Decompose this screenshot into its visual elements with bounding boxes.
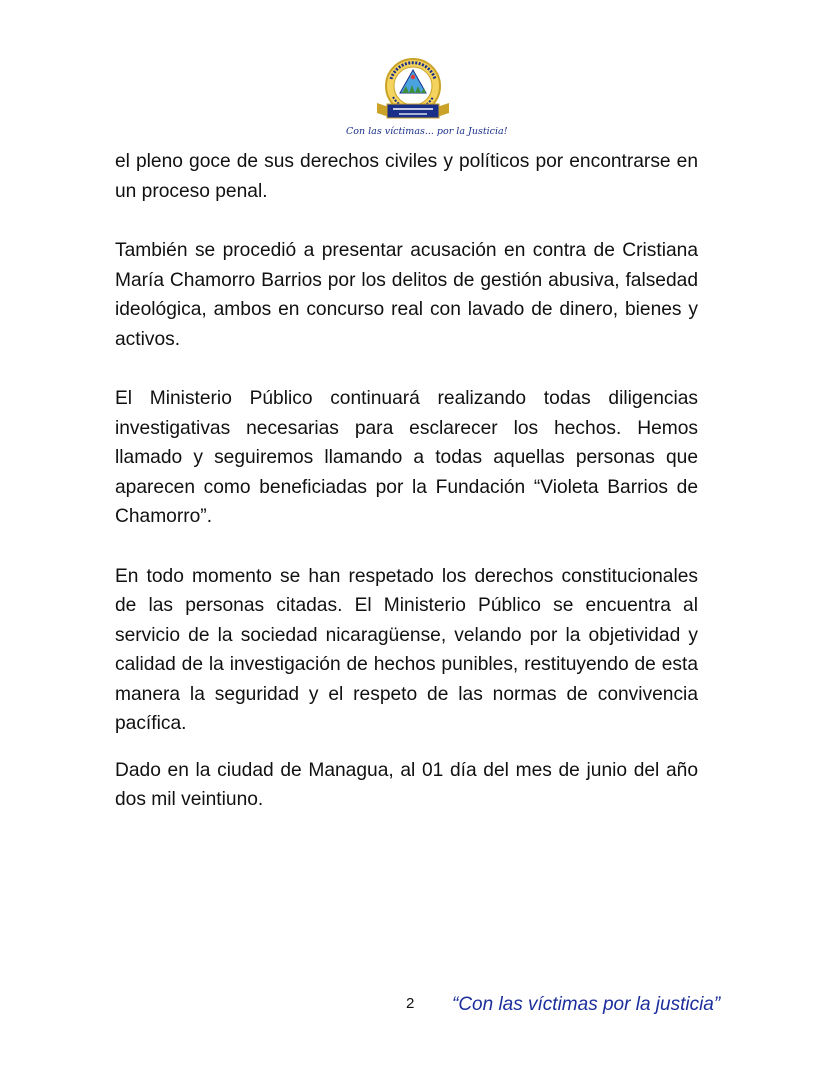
paragraph: Dado en la ciudad de Managua, al 01 día del mes de junio del año dos mil veintiuno. <box>115 759 698 810</box>
page-number: 2 <box>406 995 415 1012</box>
paragraph: el pleno goce de sus derechos civiles y políticos por encontrarse en un proceso penal. <box>115 151 698 202</box>
paragraph: El Ministerio Público continuará realizando todas diligencias investigativas necesarias para esclarecer los hechos. Hemos llamado y seguiremos llamando a todas aquellas personas que aparecen como beneficiadas por la Fundación “Violeta Barrios de Chamorro”. <box>115 388 698 527</box>
paragraph: En todo momento se han respetado los derechos constitucionales de las personas citadas. El Ministerio Público se encuentra al servicio de la sociedad nicaragüense, velando por la objetividad y calidad de la investigación de hechos punibles, restituyendo de esta manera la seguridad y el respeto de las normas de convivencia pacífica. <box>115 565 698 734</box>
footer-motto: “Con las víctimas por la justicia” <box>452 994 721 1015</box>
emblem-icon <box>355 55 475 127</box>
logo-motto: Con las víctimas... por la Justicia! <box>346 126 508 137</box>
document-body <box>115 147 698 815</box>
paragraph: También se procedió a presentar acusación en contra de Cristiana María Chamorro Barrios por los delitos de gestión abusiva, falsedad ideológica, ambos en concurso real con lavado de dinero, bienes y activos. <box>115 240 698 350</box>
